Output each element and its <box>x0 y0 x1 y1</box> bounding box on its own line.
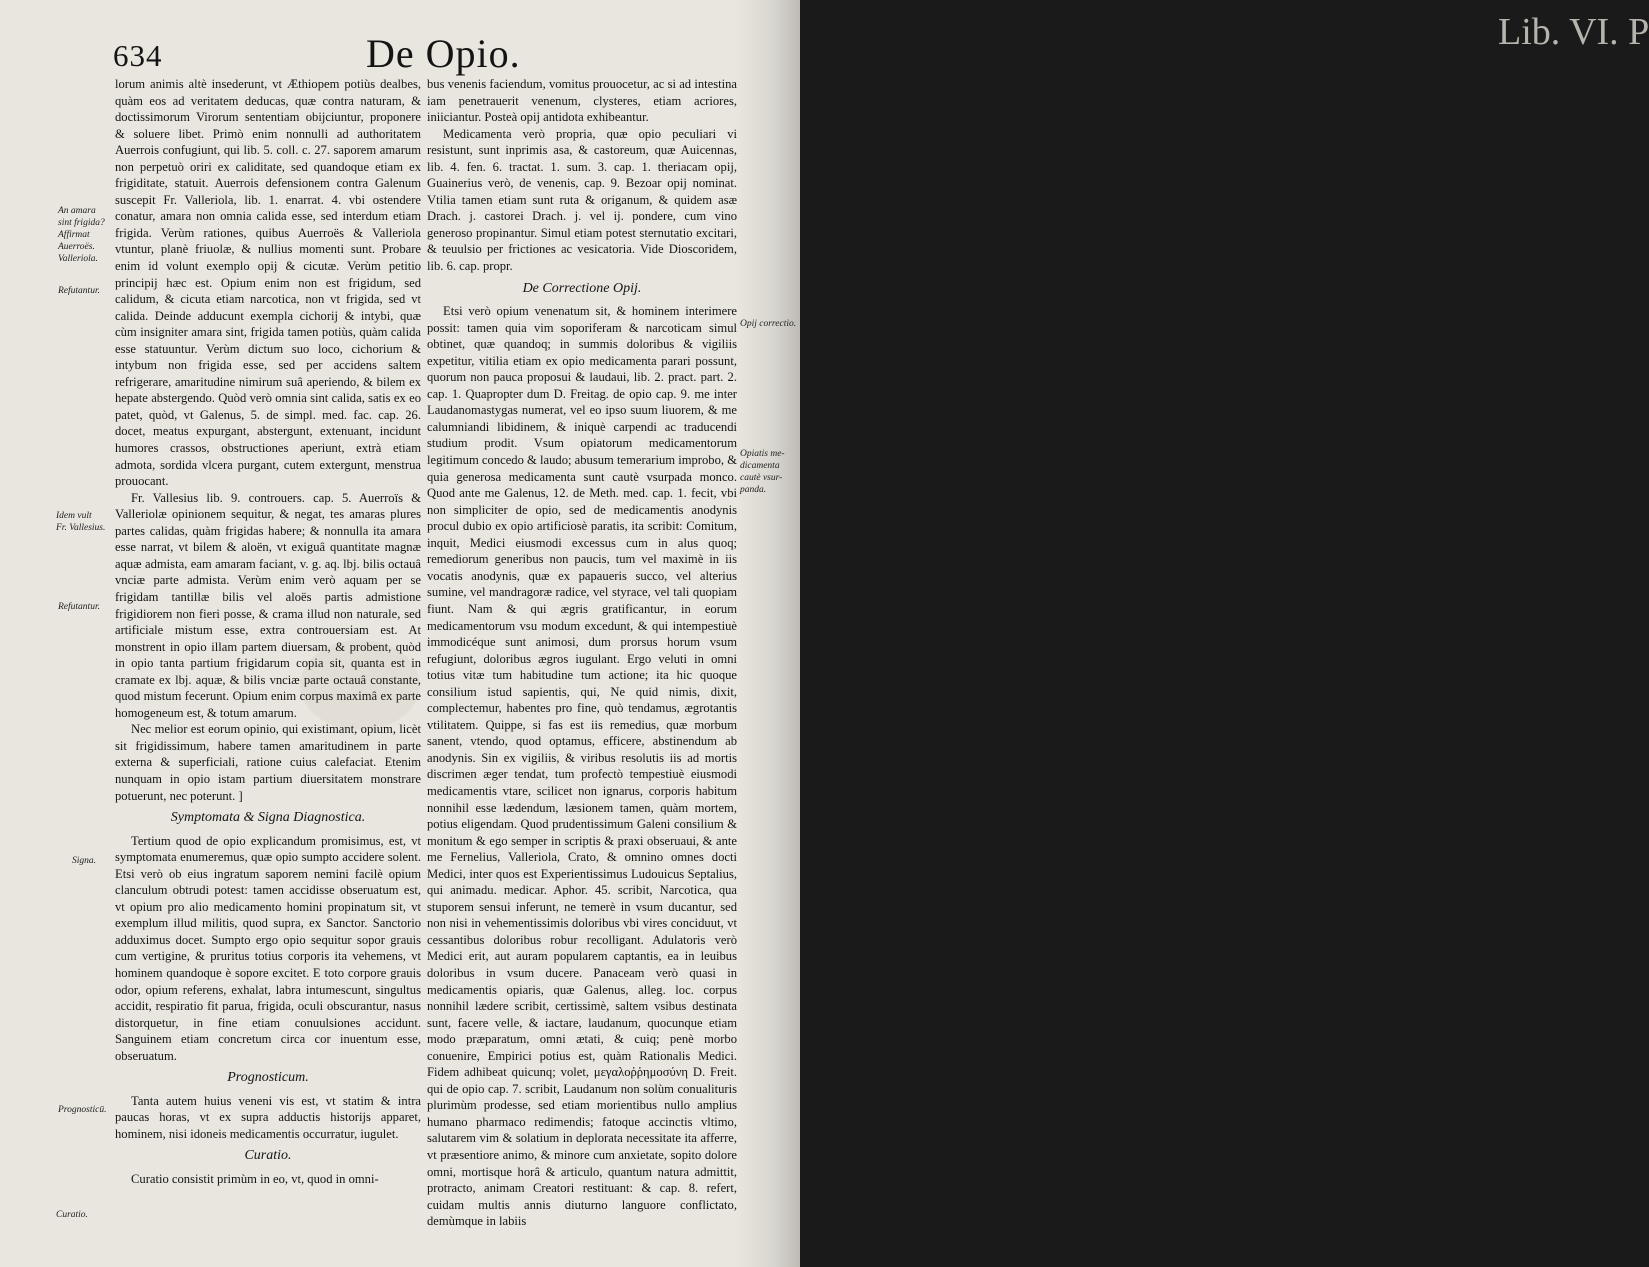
margin-note-refutantur-1 <box>58 285 100 297</box>
margin-line: An amara <box>58 206 96 216</box>
margin-line: Idem vult <box>56 511 92 521</box>
facing-page-title: Lib. VI. P <box>1498 11 1649 53</box>
margin-line: Valleriola. <box>58 254 98 264</box>
margin-line: Curatio. <box>56 1210 88 1220</box>
section-heading-symptomata: Symptomata & Signa Diagnostica. <box>170 810 366 826</box>
paper-stain <box>300 640 420 730</box>
section-heading-correctione: De Correctione Opij. <box>522 280 642 296</box>
margin-line: panda. <box>740 485 767 495</box>
paragraph: Curatio consistit primùm in eo, vt, quod in omni- <box>131 1172 379 1186</box>
paragraph: Tanta autem huius veneni vis est, vt statim & intra paucas horas, vt ex supra adductis historijs apparet, hominem, nisi idoneis medicamentis occurratur, iugulet. <box>115 1093 421 1141</box>
margin-note-refutantur-2 <box>58 601 100 613</box>
margin-line: Prognosticū. <box>58 1105 107 1115</box>
paragraph: Nec melior est eorum opinio, qui existimant, opium, licèt sit frigidissimum, habere tamen amaritudinem in parte externa & superficiali, ratione cuius calefaciat. Etenim nunquam in opio istam partium diuersitatem monstrare potuerunt, nec poterunt. ] <box>115 722 421 803</box>
paragraph: bus venenis faciendum, vomitus prouocetur, ac si ad intestina iam penetrauerit venenum, clysteres, etiam acriores, iniiciantur. Posteà opij antidota exhibeantur. <box>427 77 737 125</box>
running-title: De Opio. <box>366 31 521 76</box>
margin-note-opiatis <box>740 448 785 496</box>
left-column <box>115 76 421 1188</box>
margin-note-opij-correctio <box>740 318 796 330</box>
margin-line: Refutantur. <box>58 602 100 612</box>
section-heading-curatio: Curatio. <box>244 1148 292 1164</box>
section-heading-prognosticum: Prognosticum. <box>227 1070 309 1086</box>
margin-line: Refutantur. <box>58 286 100 296</box>
paragraph: Medicamenta verò propria, quæ opio peculiari vi resistunt, sunt inprimis asa, & castoreum, quæ Auicennas, lib. 4. fen. 6. tractat. 1. sum. 3. cap. 1. theriacam opij, Guainerius verò, de venenis, cap. 9. Bezoar opij nominat. Vtilia tamen etiam sunt ruta & origanum, & quidem asæ Drach. j. castorei Drach. j. vel ij. pondere, cum vino generoso propinantur. Simul etiam potest sternutatio excitari, & teuulsio per frictiones ac vesicatoria. Vide Dioscoridem, lib. 6. cap. propr. <box>427 126 737 274</box>
paragraph: Tertium quod de opio explicandum promisimus, est, vt symptomata enumeremus, quæ opio sumpto accidere solent. Etsi verò ob eius ingratum saporem nemini facilè opium clanculum obtrudi potest: tamen accidisse obseruatum est, vt opium pro alio medicamento homini propinatum sit, vt exemplum illud militis, quod supra, ex Sanctor. Sanctorio adduximus docet. Sumpto ergo opio sequitur sopor grauis cum vertigine, & pruritus totius corporis ita vehemens, vt hominem quandoque è sopore excitet. E toto corpore grauis odor, opium referens, exhalat, labra intumescunt, singultus accidit, respiratio fit parua, frigida, oculi obscurantur, nasus distorquetur, in fine etiam conuulsiones accidunt. Sanguinem etiam concretum circa cor inuentum esse, obseruatum. <box>115 833 421 1063</box>
margin-line: cautè vsur- <box>740 473 783 483</box>
margin-line: Fr. Vallesius. <box>56 523 106 533</box>
margin-line: dicamenta <box>740 461 780 471</box>
paragraph: Etsi verò opium venenatum sit, & hominem interimere possit: tamen quia vim soporiferam & narcoticam simul obtinet, quæ quandoq; in summis doloribus & vigiliis expetitur, vitilia etiam ex opio medicamenta parari possunt, quorum non pauca proposui & laudaui, lib. 2. pract. part. 2. cap. 1. Quapropter dum D. Freitag. de opio cap. 9. me inter Laudanomastygas numerat, vel eo ipso suum liuorem, & me calumniandi libidinem, & iniquè carpendi ac traducendi studium prodit. Vsum opiatorum medicamentorum legitimum concedo & laudo; abusum temerarium improbo, & quia generosa medicamenta sunt cautè vsurpada monco. Quod ante me Galenus, 12. de Meth. med. cap. 1. fecit, vbi non simpliciter de opio, sed de medicamentis anodynis procul dubio ex opio artificiosè paratis, ita scribit: Comitum, inquit, Medici eiusmodi excessus cum in alus quoq; remediorum generibus non paucis, tum vel maximè in iis vocatis anodynis, quæ ex papaueris succo, vel alterius sumine, vel mandragoræ radice, vel styrace, vel tali quopiam fiunt. Nam & qui ægris gratificantur, in eorum medicamentorum vsu modum excedunt, & qui intempestiuè immodicéque sunt animosi, dum prorsus horum vsum refugiunt, doloribus ægros iugulant. Ergo veluti in omni totius vitæ tum habitudine tum actione; ita hic quoque consilium istud sapientis, qui, Ne quid nimis, dixit, complectemur, habentes pro fine, quò tendamus, ægrotantis vtilitatem. Quippe, si fas est iis remedius, quæ morbum sanent, vtendo, quod optamus, efficere, abstinendum ab anodynis. Sin ex vigiliis, & viribus resolutis iis ad mortis discrimen æger tendat, tum profectò tempestiuè eiusmodi medicamentis vtare, scilicet non ignarus, corporis habitum nonnihil esse lædendum, læsionem tamen, quàm mortem, potius eligendam. Quod prudentissimum Galeni consilium & monitum & ego semper in scriptis & praxi obseruaui, & ante me Fernelius, Valleriola, Crato, & omnino omnes docti Medici, inter quos est Experientissimus Ludouicus Septalius, qui animadu. medicar. Aphor. 45. scribit, Narcotica, qua stuporem sensui inferunt, ne temerè in vsum ducantur, sed non nisi in vehementissimis doloribus vbi vires conciduut, vt cessantibus doloribus robur recolligant. Adulatoris verò Medici erit, aut auram popularem captantis, ea in leuibus doloribus in vsum ducere. Panaceam verò quasi in medicamentis opiaris, quæ Galenus, alleg. loc. corpus nonnihil lædere scribit, certissimè, saltem vsibus destinata sunt, facere velle, & iactare, laudanum, quocunque etiam modo præparatum, omni ætati, & cuiq; penè morbo conuenire, Empirici potius est, quàm Rationalis Medici. Fidem adhibeat quicunq; volet, μεγαλοῤῥημοσύνη D. Freit. qui de opio cap. 7. scribit, Laudanum non solùm conualituris plurimùm prodesse, sed etiam morientibus nullo amplius humano pharmaco redimendis; fatoque accinctis vltimo, salutarem vim & solatium in deplorata necessitate ita afferre, vt præsentiore animo, & minore cum anxietate, sopito dolore omni, mortisque horâ & articulo, quantum natura admittit, protracto, animam Creatori restituant: & cap. 8. refert, cuidam multis annis diuturno languore conflictato, demùmque in labiis <box>427 304 737 1229</box>
margin-line: Affirmat <box>58 230 90 240</box>
page-number: 634 <box>113 38 163 73</box>
paragraph: lorum animis altè insederunt, vt Æthiopem potiùs dealbes, quàm eos ad veritatem deducas, quæ contra naturam, & doctissimorum Virorum sententiam obijciuntur, proponere & soluere libet. Primò enim nonnulli ad authoritatem Auerrois confugiunt, qui lib. 5. coll. c. 27. saporem amarum non perpetuò oriri ex caliditate, sed quandoque etiam ex frigiditate, statuit. Auerrois defensionem contra Galenum suscepit Fr. Valleriola, lib. 1. enarrat. 4. vbi ostendere conatur, amara non omnia calida esse, sed interdum etiam frigida. Verùm rationes, quibus Auerroës & Valleriola vtuntur, planè friuolæ, & nullius momenti sunt. Probare enim id volunt exemplo opij & cicutæ. Verùm petitio principij hæc est. Opium enim non est frigidum, sed calidum, & cicuta etiam narcotica, non vt frigida, sed vt calida. Deinde adducunt exempla cichorij & intybi, quæ cùm insigniter amara sint, frigida tamen potiùs, quàm calida esse statuuntur. Verùm dictum suo loco, cichorium & intybum non frigida esse, sed per accidens saltem refrigerare, amaritudine nimirum suâ aperiendo, & bilem ex hepate abstergendo. Quòd verò omnia sint calida, satis ex eo patet, quòd, vt Galenus, 5. de simpl. med. fac. cap. 26. docet, meatus expurgant, abstergunt, extenuant, incidunt humores crassos, obstructiones aperiunt, extrà etiam admota, sordida vlcera purgant, cutem extergunt, menstrua prouocant. <box>115 77 421 489</box>
paragraph: Fr. Vallesius lib. 9. controuers. cap. 5. Auerroïs & Valleriolæ opinionem sequitur, & negat, tes amaras plures partes calidas, quàm frigidas habere; & nonnulla ita amara esse narrat, vt bilem & aloën, vt exiguâ quantitate magnæ aquæ admista, eam amaram faciant, v. g. aq. lbj. bilis octauâ vnciæ parte admista. Verùm enim verò aquam per se frigidam tantillæ bilis vel aloës partis admistione frigidiorem non fieri posse, & crama illud non naturale, sed artificiale mistum esse, extra controuersiam est. At monstrent in opio illam partem diuersam, & probent, quòd in opio tanta partium frigidarum copia sit, quanta est in cramate ex lbj. aquæ, & bilis vnciæ parte octauâ constante, quod mistum fecerunt. Opium enim corpus maximâ ex parte homogeneum est, & totum amarum. <box>115 490 421 720</box>
margin-line: Auerroës. <box>58 242 95 252</box>
margin-note-prognosticum <box>58 1104 106 1116</box>
margin-note-amara <box>58 205 105 265</box>
margin-note-vallesius <box>56 510 105 534</box>
facing-page-bleed <box>736 0 1649 1267</box>
margin-line: sint frigida? <box>58 218 105 228</box>
margin-note-curatio <box>56 1209 88 1221</box>
right-column <box>427 76 737 1230</box>
margin-note-signa <box>72 855 96 867</box>
margin-line: Opij correctio. <box>740 319 797 329</box>
margin-line: Opiatis me- <box>740 449 785 459</box>
margin-line: Signa. <box>72 856 97 866</box>
